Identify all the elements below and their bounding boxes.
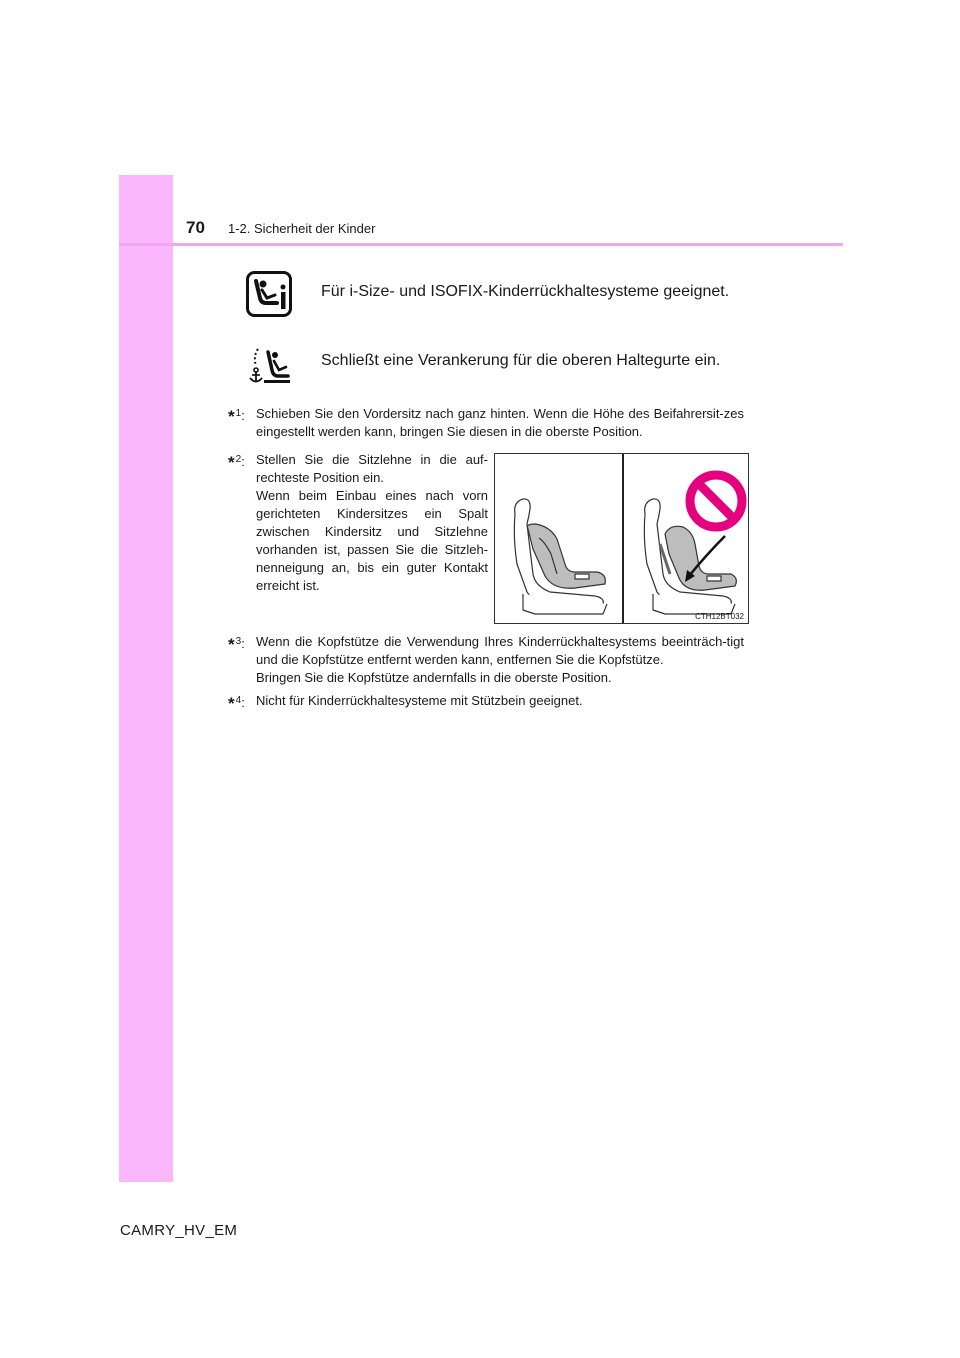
footnote-marker: *$^4$:: [228, 694, 245, 713]
footnote-4: [228, 692, 744, 713]
footnote-text: Nicht für Kinderrückhaltesysteme mit Stützbein geeignet.: [256, 693, 583, 708]
footnote-marker: *$^3$:: [228, 635, 245, 654]
legend-item-isofix: [245, 270, 730, 318]
header-divider: [119, 243, 843, 246]
prohibition-icon: [690, 475, 742, 527]
footnote-1: [228, 405, 744, 441]
section-title: 1-2. Sicherheit der Kinder: [228, 221, 376, 236]
figure-code: CTH12BT032: [695, 612, 744, 621]
footer-model-code: CAMRY_HV_EM: [120, 1222, 238, 1239]
legend-text-isofix: Für i-Size- und ISOFIX-Kinderrückhaltesysteme geeignet.: [321, 283, 730, 300]
seat-drawing: [495, 454, 748, 623]
footnote-marker: *$^2$:: [228, 453, 245, 472]
legend-text-top-tether: Schließt eine Verankerung für die oberen Haltegurte ein.: [321, 352, 721, 369]
page-number: 70: [186, 218, 205, 237]
footnote-marker: *$^1$:: [228, 407, 245, 426]
footnote-3: [228, 633, 744, 687]
footnote-text: Stellen Sie die Sitzlehne in die auf-rechteste Position ein. Wenn beim Einbau eines nach vorn gerichteten Kindersitzes ein Spalt zwischen Kindersitz und Sitzlehne vorhanden ist, passen Sie die Sitzleh-nenneigung an, bis ein guter Kontakt erreicht ist.: [256, 452, 488, 593]
seat-correct: [514, 499, 607, 614]
footnote-2: [228, 451, 488, 595]
legend-item-top-tether: [245, 342, 721, 390]
chapter-side-tab: [119, 175, 173, 1182]
isofix-child-seat-icon: [245, 270, 293, 318]
top-tether-anchor-icon: [245, 342, 293, 390]
seat-illustration: [494, 453, 749, 624]
footnote-text: Schieben Sie den Vordersitz nach ganz hinten. Wenn die Höhe des Beifahrersit-zes eingestellt werden kann, bringen Sie diesen in die oberste Position.: [256, 406, 744, 439]
footnote-text: Wenn die Kopfstütze die Verwendung Ihres Kinderrückhaltesystems beeinträch-tigt und die Kopfstütze entfernt werden kann, entfernen Sie die Kopfstütze. Bringen Sie die Kopfstütze andernfalls in die oberste Position.: [256, 634, 744, 685]
